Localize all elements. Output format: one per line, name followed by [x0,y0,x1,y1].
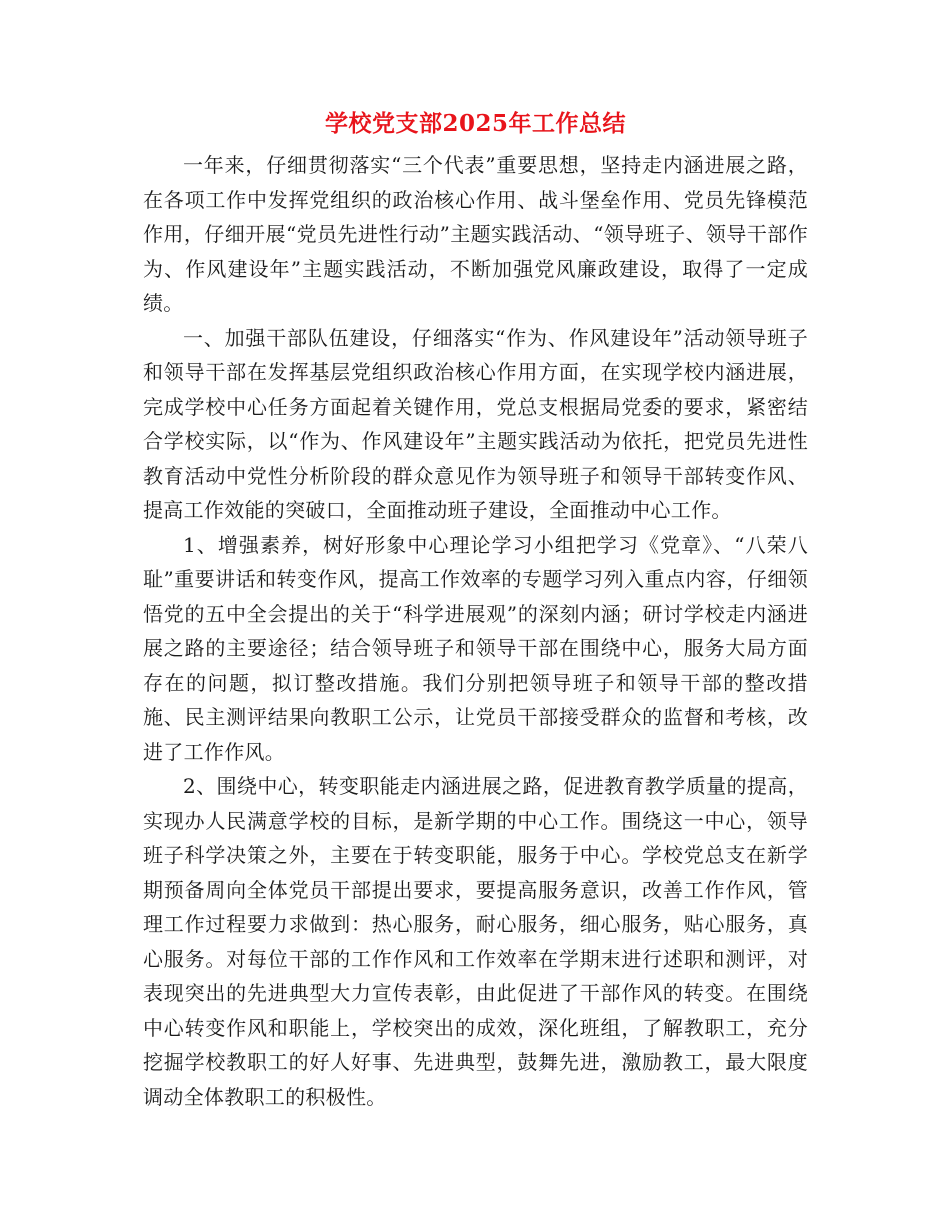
document-page [143,108,808,1114]
paragraph-item-2: 2、围绕中心，转变职能走内涵进展之路，促进教育教学质量的提高，实现办人民满意学校的目标，是新学期的中心工作。围绕这一中心，领导班子科学决策之外，主要在于转变职能，服务于中心。学校党总支在新学期预备周向全体党员干部提出要求，要提高服务意识，改善工作作风，管理工作过程要力求做到：热心服务，耐心服务，细心服务，贴心服务，真心服务。对每位干部的工作作风和工作效率在学期末进行述职和测评，对表现突出的先进典型大力宣传表彰，由此促进了干部作风的转变。在围绕中心转变作风和职能上，学校突出的成效，深化班组，了解教职工，充分挖掘学校教职工的好人好事、先进典型，鼓舞先进，激励教工，最大限度调动全体教职工的积极性。 [143,774,808,1109]
paragraph-section-1: 一、加强干部队伍建设，仔细落实“作为、作风建设年”活动领导班子和领导干部在发挥基层党组织政治核心作用方面，在实现学校内涵进展，完成学校中心任务方面起着关键作用，党总支根据局党委的要求，紧密结合学校实际，以“作为、作风建设年”主题实践活动为依托，把党员先进性教育活动中党性分析阶段的群众意见作为领导班子和领导干部转变作风、提高工作效能的突破口，全面推动班子建设，全面推动中心工作。 [143,325,808,522]
paragraph-item-1: 1、增强素养，树好形象中心理论学习小组把学习《党章》、“八荣八耻”重要讲话和转变作风，提高工作效率的专题学习列入重点内容，仔细领悟党的五中全会提出的关于“科学进展观”的深刻内涵；研讨学校走内涵进展之路的主要途径；结合领导班子和领导干部在围绕中心，服务大局方面存在的问题，拟订整改措施。我们分别把领导班子和领导干部的整改措施、民主测评结果向教职工公示，让党员干部接受群众的监督和考核，改进了工作作风。 [143,532,808,764]
document-title: 学校党支部2025年工作总结 [324,110,626,137]
paragraph-intro: 一年来，仔细贯彻落实“三个代表”重要思想，坚持走内涵进展之路，在各项工作中发挥党组织的政治核心作用、战斗堡垒作用、党员先锋模范作用，仔细开展“党员先进性行动”主题实践活动、“领导班子、领导干部作为、作风建设年”主题实践活动，不断加强党风廉政建设，取得了一定成绩。 [143,153,808,315]
